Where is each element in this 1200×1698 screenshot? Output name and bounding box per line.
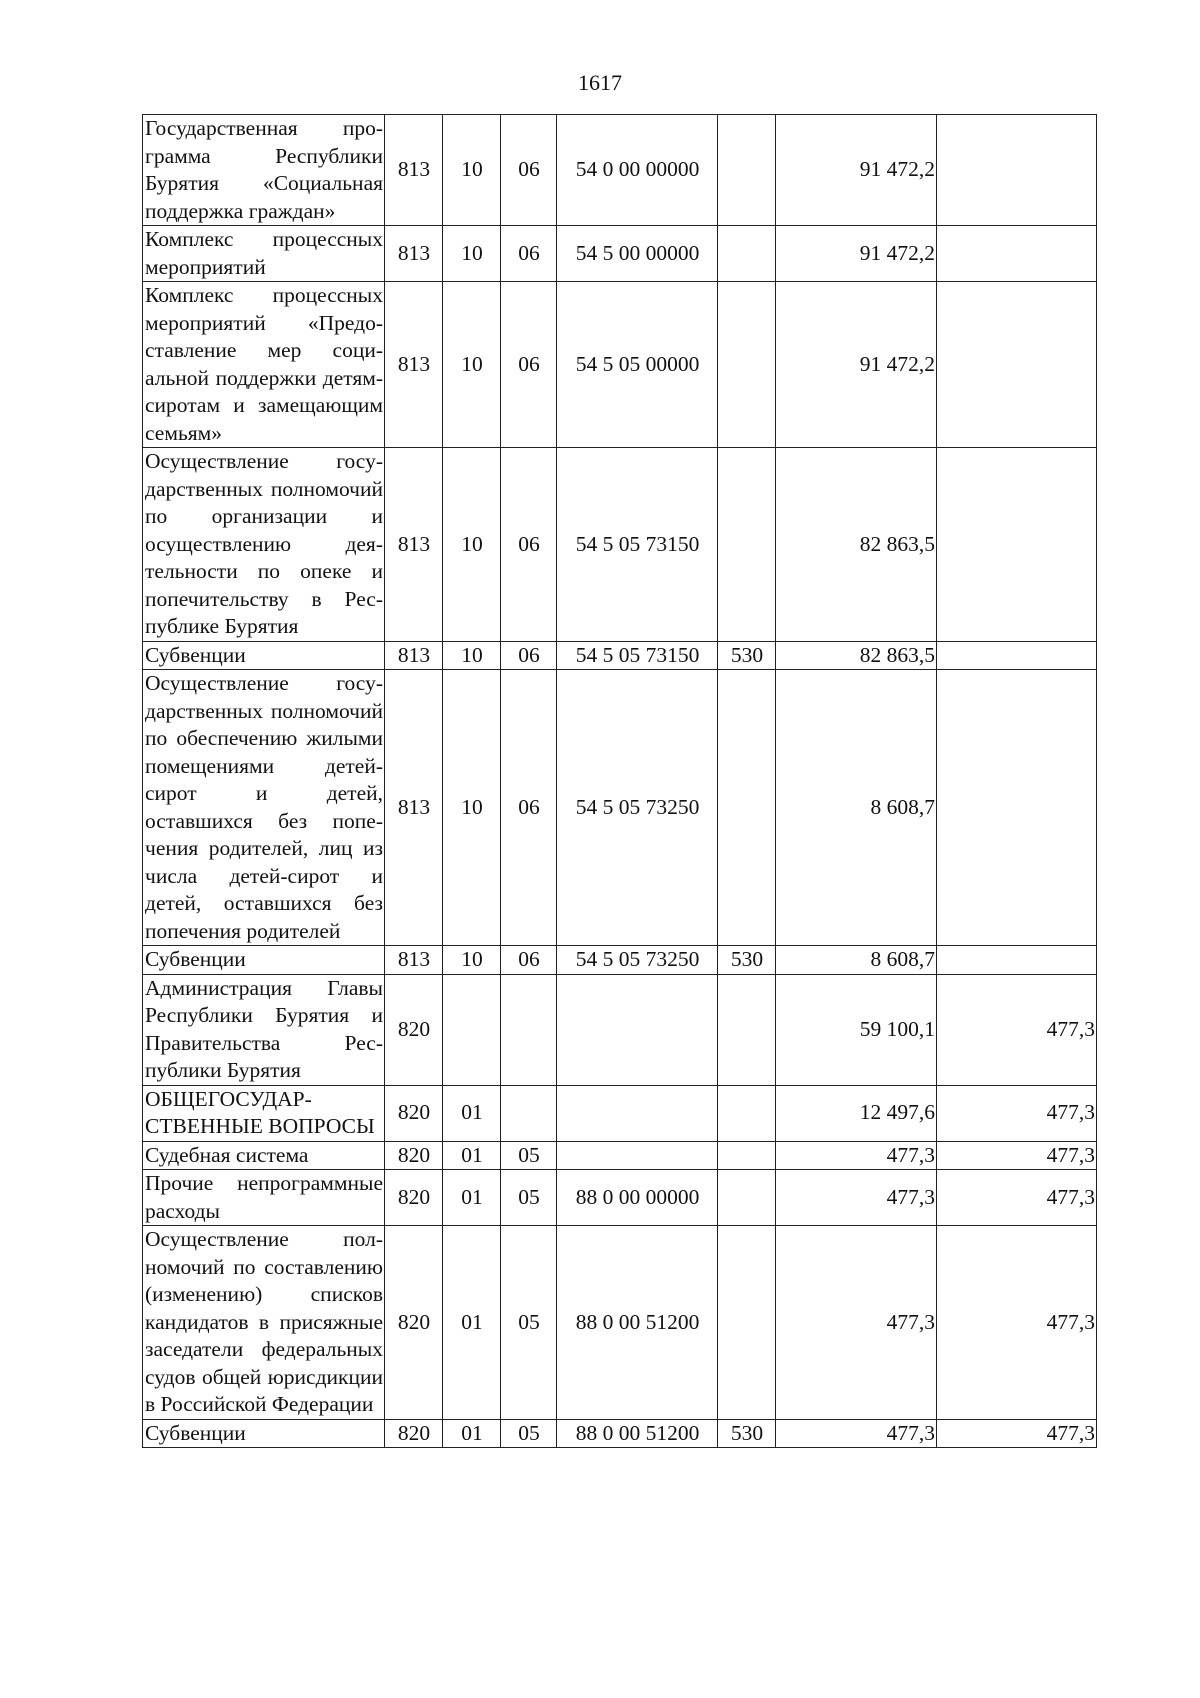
cell-expense-type: 530: [718, 641, 776, 670]
cell-ministry-code: 820: [385, 1226, 443, 1420]
cell-amount: 82 863,5: [776, 641, 937, 670]
cell-amount: 477,3: [776, 1226, 937, 1420]
cell-ministry-code: 820: [385, 1419, 443, 1448]
cell-ministry-code: 813: [385, 670, 443, 946]
table-row: [143, 1085, 1097, 1141]
cell-amount-federal: [937, 670, 1097, 946]
cell-amount: 477,3: [776, 1141, 937, 1170]
cell-name: Субвенции: [143, 1419, 385, 1448]
cell-amount-federal: [937, 226, 1097, 282]
cell-ministry-code: 813: [385, 282, 443, 448]
cell-name: Осуществление государственных полномочий по обеспечению жилыми помещениями детей-сирот и детей, оставшихся без попечения родителей, лиц из числа детей-сирот и детей, оставшихся без попечения родителей: [143, 670, 385, 946]
cell-name: Комплекс процессных мероприятий «Предоставление мер социальной поддержки детям-сиротам и замещающим семьям»: [143, 282, 385, 448]
cell-amount-federal: 477,3: [937, 1141, 1097, 1170]
cell-expense-type: [718, 670, 776, 946]
cell-expense-type: [718, 1170, 776, 1226]
cell-amount: 8 608,7: [776, 946, 937, 975]
cell-amount-federal: [937, 115, 1097, 226]
cell-expense-type: [718, 1226, 776, 1420]
cell-name: Осуществление государственных полномочий по организации и осуществлению деятельности по опеке и попечительству в Республике Бурятия: [143, 448, 385, 642]
cell-name: Прочие непрограммные расходы: [143, 1170, 385, 1226]
cell-subsection: 06: [501, 282, 557, 448]
cell-amount: 8 608,7: [776, 670, 937, 946]
cell-subsection: 06: [501, 226, 557, 282]
table-row: [143, 670, 1097, 946]
cell-amount-federal: [937, 282, 1097, 448]
cell-target-article: 54 5 05 73150: [557, 448, 718, 642]
cell-subsection: 06: [501, 448, 557, 642]
cell-section: 01: [443, 1226, 501, 1420]
cell-target-article: 88 0 00 51200: [557, 1226, 718, 1420]
cell-section: [443, 974, 501, 1085]
cell-target-article: 54 5 05 00000: [557, 282, 718, 448]
cell-ministry-code: 813: [385, 946, 443, 975]
table-row: [143, 974, 1097, 1085]
cell-ministry-code: 820: [385, 974, 443, 1085]
cell-subsection: 06: [501, 946, 557, 975]
cell-section: 10: [443, 641, 501, 670]
cell-section: 01: [443, 1419, 501, 1448]
table-row: [143, 226, 1097, 282]
cell-target-article: 54 0 00 00000: [557, 115, 718, 226]
cell-expense-type: [718, 974, 776, 1085]
cell-name: Судебная система: [143, 1141, 385, 1170]
cell-expense-type: 530: [718, 946, 776, 975]
cell-ministry-code: 813: [385, 115, 443, 226]
cell-amount-federal: 477,3: [937, 1085, 1097, 1141]
table-row: [143, 1170, 1097, 1226]
cell-expense-type: [718, 1085, 776, 1141]
cell-section: 10: [443, 226, 501, 282]
cell-expense-type: [718, 282, 776, 448]
cell-target-article: 88 0 00 00000: [557, 1170, 718, 1226]
cell-target-article: [557, 974, 718, 1085]
cell-name: ОБЩЕГОСУДАРСТВЕННЫЕ ВОПРОСЫ: [143, 1085, 385, 1141]
cell-amount-federal: 477,3: [937, 1419, 1097, 1448]
cell-section: 10: [443, 670, 501, 946]
table-row: [143, 641, 1097, 670]
table-row: [143, 946, 1097, 975]
cell-expense-type: [718, 1141, 776, 1170]
budget-table: [142, 114, 1097, 1448]
cell-section: 01: [443, 1085, 501, 1141]
cell-amount: 91 472,2: [776, 282, 937, 448]
cell-expense-type: 530: [718, 1419, 776, 1448]
cell-expense-type: [718, 448, 776, 642]
cell-section: 10: [443, 282, 501, 448]
cell-subsection: 06: [501, 115, 557, 226]
table-row: [143, 1141, 1097, 1170]
table-row: [143, 1419, 1097, 1448]
cell-target-article: 54 5 05 73150: [557, 641, 718, 670]
cell-amount-federal: 477,3: [937, 1226, 1097, 1420]
cell-subsection: [501, 974, 557, 1085]
cell-target-article: 54 5 05 73250: [557, 946, 718, 975]
cell-amount-federal: [937, 448, 1097, 642]
cell-section: 01: [443, 1170, 501, 1226]
cell-ministry-code: 820: [385, 1085, 443, 1141]
cell-section: 10: [443, 448, 501, 642]
cell-section: 10: [443, 946, 501, 975]
cell-target-article: 54 5 00 00000: [557, 226, 718, 282]
cell-expense-type: [718, 115, 776, 226]
cell-amount: 477,3: [776, 1170, 937, 1226]
cell-target-article: [557, 1141, 718, 1170]
cell-subsection: 05: [501, 1141, 557, 1170]
cell-subsection: 05: [501, 1226, 557, 1420]
cell-expense-type: [718, 226, 776, 282]
cell-name: Комплекс процессных мероприятий: [143, 226, 385, 282]
cell-amount: 91 472,2: [776, 226, 937, 282]
cell-amount-federal: 477,3: [937, 974, 1097, 1085]
cell-amount: 477,3: [776, 1419, 937, 1448]
cell-subsection: [501, 1085, 557, 1141]
cell-ministry-code: 820: [385, 1170, 443, 1226]
cell-name: Субвенции: [143, 946, 385, 975]
cell-ministry-code: 813: [385, 641, 443, 670]
cell-section: 10: [443, 115, 501, 226]
table-row: [143, 282, 1097, 448]
cell-subsection: 06: [501, 670, 557, 946]
cell-amount: 59 100,1: [776, 974, 937, 1085]
cell-name: Осуществление полномочий по составлению (изменению) списков кандидатов в присяжные заседатели федеральных судов общей юрисдикции в Российской Федерации: [143, 1226, 385, 1420]
cell-amount-federal: 477,3: [937, 1170, 1097, 1226]
cell-amount-federal: [937, 946, 1097, 975]
cell-section: 01: [443, 1141, 501, 1170]
table-row: [143, 448, 1097, 642]
cell-target-article: [557, 1085, 718, 1141]
cell-amount: 12 497,6: [776, 1085, 937, 1141]
table-row: [143, 115, 1097, 226]
cell-subsection: 05: [501, 1170, 557, 1226]
cell-target-article: 54 5 05 73250: [557, 670, 718, 946]
cell-name: Государственная программа Республики Бурятия «Социальная поддержка граждан»: [143, 115, 385, 226]
page-number: 1617: [578, 70, 622, 95]
cell-name: Администрация Главы Республики Бурятия и Правительства Республики Бурятия: [143, 974, 385, 1085]
cell-ministry-code: 813: [385, 448, 443, 642]
cell-amount-federal: [937, 641, 1097, 670]
cell-subsection: 06: [501, 641, 557, 670]
cell-amount: 91 472,2: [776, 115, 937, 226]
table-row: [143, 1226, 1097, 1420]
cell-name: Субвенции: [143, 641, 385, 670]
cell-ministry-code: 820: [385, 1141, 443, 1170]
cell-subsection: 05: [501, 1419, 557, 1448]
cell-target-article: 88 0 00 51200: [557, 1419, 718, 1448]
cell-amount: 82 863,5: [776, 448, 937, 642]
cell-ministry-code: 813: [385, 226, 443, 282]
table-body: [143, 115, 1097, 1448]
